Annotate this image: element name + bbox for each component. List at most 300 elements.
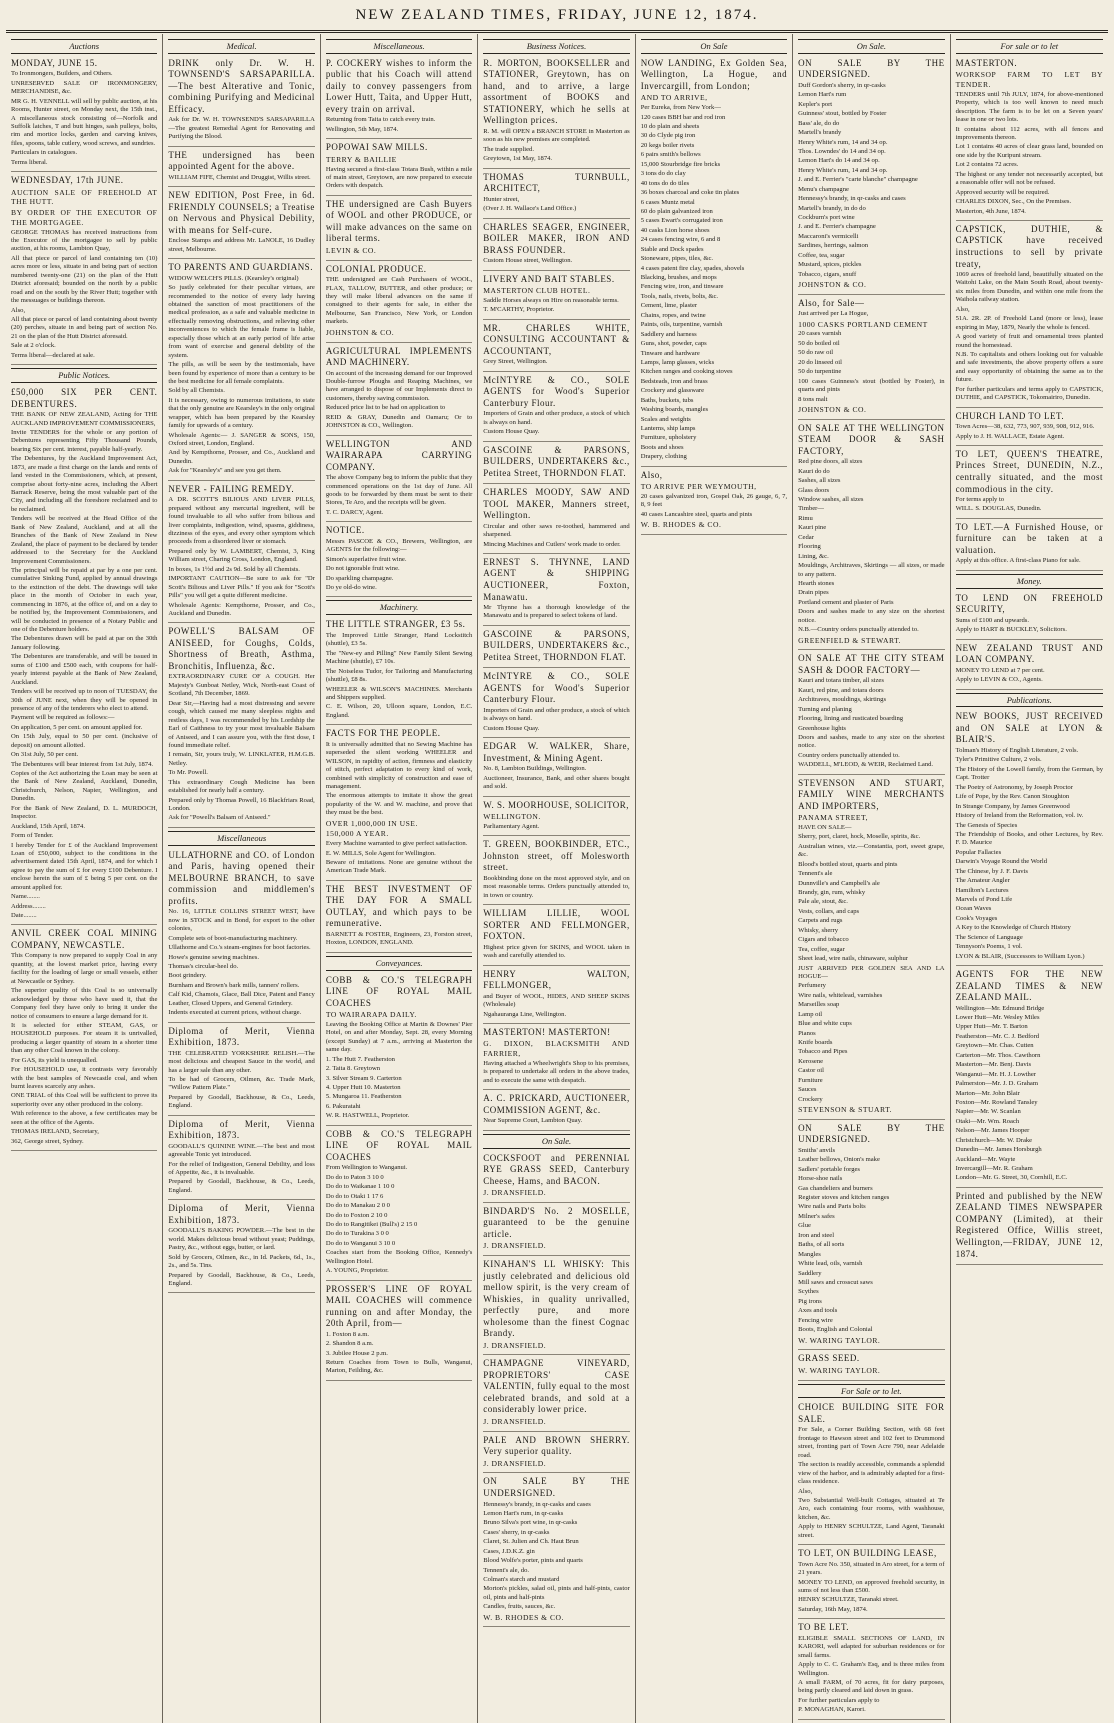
advertisement: [483, 839, 629, 905]
ad-line: Prepared only by W. LAMBERT, Chemist, 3, King William street, Charing Cross, London, England.: [168, 547, 315, 564]
ad-line: 40 tons do do tiles: [640, 179, 690, 187]
ad-line: OVER 1,000,000 IN USE.: [325, 818, 418, 828]
ad-line: 40 cases Lancashire steel, quarts and pints: [640, 510, 753, 518]
ad-line: Sashes, all sizes: [798, 477, 841, 485]
ad-line: Custom House street, Wellington.: [483, 257, 573, 265]
columns-grid: [6, 34, 1108, 1714]
ad-line: The Science of Language: [955, 933, 1023, 941]
section-heading: For Sale or to let.: [798, 1384, 944, 1399]
ad-line: Upper Hutt—Mr. T. Barton: [955, 1023, 1028, 1031]
ad-line: 20 cases varnish: [798, 330, 842, 338]
ad-line: 1000 CASKS PORTLAND CEMENT: [798, 319, 928, 329]
column-5: [636, 34, 793, 1723]
ad-heading: KINAHAN'S LL WHISKY: This justly celebrated and delicious old mellow spirit, is the very cream of Whiskies, in quality unrivalled, perfectly pure, and more wholesome than the finest Cognac Brandy.: [483, 1259, 630, 1339]
ad-line: 51A. 2R. 2P. of Freehold Land (more or less), lease expiring in May, 1879, Nearly the whole is fenced.: [955, 315, 1103, 331]
ad-line: Furniture: [798, 1076, 823, 1084]
ad-line: 362, George street, Sydney.: [11, 1137, 84, 1145]
advertisement: [168, 150, 314, 187]
ad-line: The pills, as will be seen by the testimonials, have been found by experience of more than a century to be the best medicine for all female complaints.: [168, 361, 315, 385]
ad-heading: R. MORTON, BOOKSELLER and STATIONER, Greytown, has on hand, and to arrive, a large assortment of BOOKS and STATIONERY, which he sells at Wellington prices.: [483, 57, 630, 126]
ad-line: BARNETT & FOSTER, Engineers, 23, Forston street, Hoxton, LONDON, ENGLAND.: [325, 930, 473, 947]
ad-line: Terms liberal.: [11, 158, 48, 166]
ad-line: For further particulars and terms apply to CAPSTICK, DUTHIE, and CAPSTICK, Tokomairiro, Dunedin.: [955, 385, 1103, 402]
ad-line: The Amateur Angler: [955, 877, 1010, 885]
ad-line: Reduced price list to be had on application to: [325, 404, 446, 412]
ad-line: Palmerston—Mr. J. D. Graham: [955, 1080, 1038, 1088]
ad-heading: ON SALE AT THE WELLINGTON STEAM DOOR & SASH FACTORY,: [798, 422, 945, 456]
ad-line: For HOUSEHOLD use, it contrasts very favorably with the best samples of Newcastle coal, and when burnt leaves scarcely any ashes.: [11, 1066, 158, 1091]
advertisement: [798, 653, 944, 774]
ad-line: Window sashes, all sizes: [798, 496, 864, 503]
ad-line: WILL. S. DOUGLAS, Dunedin.: [955, 505, 1042, 513]
ad-line: Guinness' stout, bottled by Foster: [798, 110, 887, 118]
ad-heading: WELLINGTON AND WAIRARAPA CARRYING COMPANY.: [325, 438, 473, 472]
ad-line: Simon's superlative fruit wine.: [325, 555, 407, 563]
ad-line: No. 16, LITTLE COLLINS STREET WEST, have now in STOCK and in Bond, for export to the other colonies,: [168, 908, 315, 933]
ad-line: ELIGIBLE SMALL SECTIONS OF LAND, IN KARORI, well adapted for suburban residences or for small farms.: [798, 1634, 945, 1659]
ad-line: Cedar: [798, 533, 814, 541]
ad-heading: PALE AND BROWN SHERRY. Very superior quality.: [483, 1434, 630, 1457]
ad-line: E. W. MILLS, Sole Agent for Wellington.: [325, 849, 436, 857]
ad-line: 8 tons malt: [798, 395, 828, 403]
ad-line: Importers of Grain and other produce, a stock of which is always on hand.: [483, 707, 630, 723]
ad-line: Flooring, lining and rusticated boarding: [798, 715, 904, 723]
ad-line: Auckland, 15th April, 1874.: [11, 822, 85, 830]
ad-heading: FACTS FOR THE PEOPLE.: [325, 728, 441, 739]
ad-line: Sold by Grocers, Oilmen, &c., in Id. Packets, 6d., 1s., 2s., and 5s. Tins.: [168, 1253, 315, 1270]
ad-line: Featherston—Mr. C. J. Bedford: [955, 1032, 1040, 1040]
ad-line: Lemon Hart's rum: [798, 91, 847, 99]
ad-line: The Chinese, by J. F. Davis: [955, 867, 1028, 875]
ad-heading: NEW BOOKS, JUST RECEIVED and ON SALE at LYON & BLAIR'S.: [955, 711, 1103, 745]
ad-line: Indents executed at current prices, without charge.: [168, 1009, 302, 1017]
ad-line: For the relief of Indigestion, General Debility, and loss of Appetite, &c., it is invaluable.: [168, 1160, 315, 1177]
ad-line: Mouldings, Architraves, Skirtings — all sizes, or made to any pattern.: [798, 562, 945, 578]
ad-line: Glue: [798, 1222, 811, 1230]
ad-heading: EDGAR W. WALKER, Share, Investment, & Mining Agent.: [483, 741, 630, 763]
ad-heading: T. GREEN, BOOKBINDER, ETC., Johnston street, off Molesworth street.: [483, 839, 630, 873]
ad-heading: THE undersigned are Cash Buyers of WOOL and other PRODUCE, or will make advances on the same on liberal terms.: [325, 198, 473, 244]
advertisement: [483, 1027, 629, 1090]
ad-line: Name........: [11, 893, 40, 901]
ad-heading: NEW EDITION, Post Free, in 6d. FRIENDLY COUNSELS; a Treatise on Nervous and Physical Debility, with means for Self-cure.: [168, 190, 315, 235]
ad-line: Having attached a Wheelwright's Shop to his premises, is prepared to undertake all orders in the above trades, and to execute the same with despatch.: [483, 1059, 630, 1084]
column-2: [163, 34, 320, 1723]
column-3: [321, 34, 478, 1723]
masthead-rule-lower: [6, 32, 1108, 33]
ad-line: Lemon Hart's do 14 and 34 op.: [798, 157, 880, 165]
ad-line: Darwin's Voyage Round the World: [955, 858, 1048, 866]
ad-line: From Wellington to Wanganui.: [325, 1164, 408, 1172]
ad-line: Portland cement and plaster of Paris: [798, 598, 894, 606]
ad-heading: WILLIAM LILLIE, WOOL SORTER AND FELLMONGER, FOXTON.: [483, 908, 630, 942]
ad-heading: ON SALE AT THE CITY STEAM SASH & DOOR FACTORY—: [798, 653, 945, 675]
ad-line: Cement, lime, plaster: [640, 302, 698, 310]
ad-line: Cigars and tobacco: [798, 936, 849, 944]
advertisement: [483, 969, 629, 1024]
ad-heading: GRASS SEED.: [798, 1353, 860, 1364]
ad-line: EXTRAORDINARY CURE OF A COUGH. Her Majesty's Gunboat Netley, Wick, North-east Coast of Scotland, 7th December, 1869.: [168, 673, 315, 698]
ad-line: Lower Hutt—Mr. Wesley Miles: [955, 1014, 1040, 1022]
ad-line: Gas chandeliers and burners: [798, 1184, 873, 1192]
section-heading: Medical.: [168, 39, 314, 54]
ad-line: 36 boxes charcoal and coke tin plates: [640, 189, 740, 197]
advertisement: [483, 741, 629, 796]
ad-heading: CHOICE BUILDING SITE FOR SALE.: [798, 1402, 945, 1424]
ad-line: Pianos: [798, 1029, 816, 1037]
advertisement: [326, 525, 472, 597]
ad-line: Sheet lead, wire nails, chinaware, sulphur: [798, 955, 908, 963]
ad-line: Pale ale, stout, &c.: [798, 898, 848, 906]
advertisement: [956, 411, 1103, 446]
ad-line: Tennent's ale, do.: [483, 1566, 530, 1574]
ad-line: Kauri do do: [798, 467, 830, 475]
ad-line: Stable and Dock spades: [640, 245, 704, 253]
ad-line: Ullathorne and Co.'s steam-engines for boot factories.: [168, 944, 311, 952]
ad-heading: PROSSER'S LINE OF ROYAL MAIL COACHES will commence running on and after Monday, the 20th April, from—: [325, 1283, 473, 1329]
ad-line: Hennessy's brandy, in qr-casks and cases: [483, 1500, 591, 1508]
masthead-title: NEW ZEALAND TIMES, FRIDAY, JUNE 12, 1874.: [355, 6, 759, 23]
ad-line: Do do to Foxton 2 10 0: [325, 1211, 388, 1219]
ad-line: It is universally admitted that no Sewing Machine has superseded the silent working WHEELER and WILSON, in rapidity of action, firmness and elasticity of stitch, perfect adaptation to every kind of work, combined with simplicity of construction and ease of management.: [325, 740, 473, 790]
ad-line: To be had of Grocers, Oilmen, &c. Trade Mark, "Willow Pattern Plate.": [168, 1075, 315, 1092]
ad-line: HENRY SCHULTZE, Taranaki street.: [798, 1596, 899, 1604]
ad-line: Mill saws and crosscut saws: [798, 1278, 873, 1286]
ad-line: Popular Fallacies: [955, 848, 1002, 856]
ad-line: The principal will be repaid at par by a one per cent. cumulative Sinking Fund, applied by annual drawings to the extinction of the debt. The drawings will take place in the month of October in each year, commencing in 1876, at the office of, and on a day to be notified by, the Improvement Commissioners, and will be conducted in presence of a Notary Public and one of the Debenture holders.: [11, 566, 158, 633]
ad-line: Blood's bottled stout, quarts and pints: [798, 860, 898, 868]
ad-line: JOHNSTON & CO.: [798, 404, 867, 414]
advertisement: [168, 1119, 314, 1201]
ad-line: Guns, shot, powder, caps: [640, 340, 707, 348]
ad-heading: POPOWAI SAW MILLS.: [325, 142, 428, 153]
ad-line: 4 cases patent fire clay, spades, shovels: [640, 264, 745, 272]
advertisement: [483, 671, 629, 738]
ad-line: 3. Jubilee House 2 p.m.: [325, 1349, 388, 1357]
ad-line: For Sale, a Corner Building Section, with 68 feet frontage to Hawson street and 102 feet to Drummond street, fronting part of Town Acre 790, near Adelaide road.: [798, 1426, 945, 1459]
ad-line: Saddlery: [798, 1269, 822, 1277]
ad-line: On 15th July, equal to 50 per cent. (inclusive of deposit) on amount allotted.: [11, 733, 158, 749]
advertisement: [483, 908, 629, 965]
ad-line: Auctioneer, Insurance, Bank, and other shares bought and sold.: [483, 774, 630, 791]
ad-line: THE undersigned are Cash Purchasers of WOOL, FLAX, TALLOW, BUTTER, and other produce; or they will make liberal advances on the same if consigned to their agents for sale, in either the Melbourne, San Francisco, New York, or London markets.: [325, 276, 473, 326]
advertisement: [483, 557, 629, 626]
ad-line: Grey Street, Wellington.: [483, 358, 548, 366]
ad-line: 10 do plain and sheets: [640, 123, 700, 131]
advertisement: [11, 928, 157, 1151]
ad-line: 20 kegs boiler rivets: [640, 141, 695, 149]
advertisement: [483, 1206, 629, 1256]
ad-heading: CHURCH LAND TO LET.: [955, 410, 1065, 421]
ad-line: Drapery, clothing: [640, 453, 687, 461]
ad-line: TO WAIRARAPA DAILY.: [325, 1010, 417, 1020]
ad-line: Thos. Lowndes' do 14 and 34 op.: [798, 147, 886, 155]
ad-line: ONE TRIAL of this Coal will be sufficient to prove its superiority over any other produced in the colony.: [11, 1092, 158, 1108]
ad-line: Parliamentary Agent.: [483, 822, 540, 830]
ad-line: 4. Upper Hutt 10. Masterton: [325, 1084, 401, 1092]
ad-line: Fencing wire: [798, 1316, 833, 1324]
ad-heading: Also,: [640, 469, 663, 480]
ad-line: And by Kempthorne, Prosser, and Co., Auckland and Dunedin.: [168, 449, 315, 465]
ad-line: Enclose Stamps and address Mr. LaNOLE, 16 Dudley street, Melbourne.: [168, 237, 315, 253]
ad-line: Every Machine warranted to give perfect satisfaction.: [325, 840, 468, 848]
ad-line: Country orders punctually attended to.: [798, 751, 900, 759]
advertisement: [326, 884, 472, 953]
ad-heading: LIVERY AND BAIT STABLES.: [483, 273, 615, 284]
advertisement: [11, 175, 157, 365]
ad-line: Horse-shoe nails: [798, 1175, 843, 1183]
ad-line: Lamp oil: [798, 1010, 823, 1018]
ad-line: Crockery: [798, 1095, 823, 1103]
section-heading: Miscellaneous.: [326, 39, 472, 54]
ad-line: Masterton, 4th June, 1874.: [955, 207, 1026, 215]
ad-line: History of Ireland from the Reformation, vol. iv.: [955, 812, 1084, 820]
ad-line: Sauces: [798, 1086, 817, 1094]
ad-heading: Printed and published by the NEW ZEALAND TIMES NEWSPAPER COMPANY (Limited), at their Registered Office, Willis street, Wellington,—FRIDAY, JUNE 12, 1874.: [955, 1190, 1103, 1259]
ad-line: Apply to LEVIN & CO., Agents.: [955, 676, 1043, 684]
ad-line: 6 pairs smith's bellows: [640, 151, 701, 159]
ad-line: Messrs PASCOE & CO., Brewers, Wellington, are AGENTS for the following:—: [325, 537, 473, 554]
advertisement: [326, 619, 472, 725]
advertisement: [168, 190, 314, 259]
ad-line: Wire nails and Paris bolts: [798, 1203, 866, 1211]
advertisement: [326, 439, 472, 523]
section-heading: Public Notices.: [11, 368, 157, 383]
ad-line: Henry White's rum, 14 and 34 op.: [798, 166, 888, 174]
ad-line: Sadlers' portable forges: [798, 1165, 860, 1173]
ad-line: Hamilton's Lectures: [955, 886, 1009, 894]
ad-line: Tinware and hardware: [640, 349, 700, 357]
ad-line: Wholesale Agents:— J. SANGER & SONS, 150, Oxford street, London, England.: [168, 431, 315, 447]
advertisement: [798, 423, 944, 651]
ad-line: Masterton—Mr. Benj. Davis: [955, 1061, 1032, 1069]
ad-line: J. DRANSFIELD.: [483, 1188, 547, 1198]
ad-heading: GASCOINE & PARSONS, BUILDERS, UNDERTAKERS &c., Petitea Street, THORNDON FLAT.: [483, 444, 630, 478]
advertisement: [956, 1191, 1103, 1265]
ad-line: Apply to C. C. Graham's Esq, and is three miles from Wellington.: [798, 1661, 945, 1677]
ad-line: STEVENSON & STUART.: [798, 1105, 893, 1115]
ad-line: J. DRANSFIELD.: [483, 1417, 547, 1426]
ad-line: MONEY TO LEND at 7 per cent.: [955, 666, 1045, 674]
ad-line: Martell's brandy, in do do: [798, 204, 866, 212]
ad-line: Glass doors: [798, 486, 830, 494]
ad-line: Do ye old-do wine.: [325, 584, 377, 592]
ad-line: 24 cases fencing wire, 6 and 8: [640, 236, 721, 244]
ad-line: JUST ARRIVED PER GOLDEN SEA AND LA HOGUE—: [798, 964, 945, 980]
ad-line: Howe's genuine sewing machines.: [168, 953, 259, 961]
advertisement: [798, 58, 944, 295]
advertisement: [798, 1622, 944, 1719]
ad-line: Tobacco, cigars, snuff: [798, 270, 857, 278]
ad-line: On account of the increasing demand for our Improved Double-furrow Ploughs and Reaping Machines, we have arranged to dispose of our Implements direct to customers, thereby saving commission.: [325, 369, 473, 402]
ad-line: 150,000 A YEAR.: [325, 829, 389, 839]
ad-line: Form of Tender.: [11, 832, 54, 840]
ad-line: Mangles: [798, 1250, 821, 1258]
ad-line: No. 8, Lambton Buildings, Wellington.: [483, 765, 587, 773]
section-heading: Machinery.: [326, 600, 472, 615]
ad-line: 2. Taita 8. Greytown: [325, 1065, 381, 1073]
ad-heading: ULLATHORNE and CO. of London and Paris, having opened their MELBOURNE BRANCH, to save commission and middlemen's profits.: [168, 849, 315, 906]
ad-line: AUCTION SALE OF FREEHOLD AT THE HUTT.: [11, 187, 158, 207]
ad-line: Invite TENDERS for the whole or any portion of Debentures representing Fifty Thousand Pounds, bearing Six per cent. interest, payable half-yearly.: [11, 428, 158, 453]
ad-line: All that piece or parcel of land containing about twenty (20) perches, situate in and being part of section No. 21 on the plan of the Hutt District aforesaid.: [11, 315, 158, 340]
ad-heading: DRINK only Dr. W. H. TOWNSEND'S SARSAPARILLA.—The best Alterative and Tonic, combining Purifying and Medicinal Efficacy.: [168, 57, 315, 114]
ad-heading: MASTERTON! MASTERTON!: [483, 1026, 611, 1037]
ad-line: Approved security will be required.: [955, 188, 1050, 196]
ad-line: It is selected for either STEAM, GAS, or HOUSEHOLD purposes. For steam it is unrivalled, producing a larger quantity of steam in a shorter time than any other Coal known in the colony.: [11, 1021, 158, 1055]
advertisement: [483, 1358, 629, 1431]
ad-heading: AGRICULTURAL IMPLEMENTS AND MACHINERY.: [325, 345, 473, 368]
ad-line: 1069 acres of freehold land, beautifully situated on the Waitohi Lake, on the Main South Road, about twenty-six miles from Dunedin, and within one mile from the Waihola railway station.: [955, 271, 1103, 304]
ad-line: Highest price given for SKINS, and WOOL taken in wash and carefully attended to.: [483, 943, 630, 960]
ad-line: The enormous attempts to imitate it show the great popularity of the W. and W. machine, and prove that they must be the best.: [325, 792, 473, 817]
ad-line: Carterton—Mr. Thos. Cawthorn: [955, 1051, 1041, 1059]
ad-line: The History of the Lowell family, from the German, by Capt. Trotter: [955, 765, 1103, 782]
advertisement: [483, 1153, 629, 1203]
masthead: [0, 0, 1114, 30]
ad-line: Invercargill—Mr. R. Graham: [955, 1165, 1033, 1173]
ad-heading: THOMAS TURNBULL, ARCHITECT,: [483, 171, 630, 194]
ad-line: 30 do Clyde pig iron: [640, 132, 696, 140]
ad-heading: CHARLES MOODY, SAW AND TOOL MAKER, Manners street, Wellington.: [483, 487, 630, 521]
section-heading: On Sale.: [798, 39, 944, 54]
ad-line: So justly celebrated for their peculiar virtues, are recommended to the notice of every lady having obtained the sanction of most practitioners of the medical profession, as a safe and valuable medicine in effectually removing obstructions, and relieving other inconveniences to which the female frame is liable, especially those which at an early period of life arise from want of exercise and general debility of the system.: [168, 284, 315, 359]
ad-heading: POWELL'S BALSAM OF ANISEED, for Coughs, Colds, Shortness of Breath, Asthma, Bronchitis, Influenza, &c.: [168, 626, 315, 671]
ad-heading: THE BEST INVESTMENT OF THE DAY FOR A SMALL OUTLAY, and which pays to be remunerative.: [325, 883, 473, 929]
ad-heading: TO LET, QUEEN'S THEATRE, Princes Street, DUNEDIN, N.Z., centrally situated, and the most commodious in the city.: [955, 448, 1103, 494]
ad-heading: ON SALE BY THE UNDERSIGNED.: [798, 1122, 945, 1145]
ad-line: Prepared by Goodall, Backhouse, & Co., Leeds, England.: [168, 1178, 315, 1194]
ad-line: Tolman's History of English Literature, 2 vols.: [955, 747, 1079, 754]
ad-line: Apply to HART & BUCKLEY, Solicitors.: [955, 626, 1067, 634]
ad-line: Ask for "Powell's Balsam of Aniseed.": [168, 814, 271, 822]
ad-line: Castor oil: [798, 1067, 824, 1075]
ad-line: Christchurch—Mr. W. Drake: [955, 1136, 1033, 1144]
ad-line: Saturday, 16th May, 1874.: [798, 1605, 868, 1613]
section-heading: For sale or to let: [956, 39, 1103, 54]
ad-line: Mr Thynne has a thorough knowledge of the Manawatu and is prepared to select tokens of land.: [483, 604, 630, 620]
ad-line: REID & GRAY, Dunedin and Oamaru; Or to JOHNSTON & CO., Wellington.: [325, 413, 473, 430]
ad-line: Wellington, 5th May, 1874.: [325, 125, 399, 133]
ad-line: Blood Wolfe's porter, pints and quarts: [483, 1557, 583, 1565]
ad-line: THOMAS IRELAND, Secretary,: [11, 1128, 99, 1136]
ad-heading: Diploma of Merit, Vienna Exhibition, 1873.: [168, 1118, 315, 1141]
advertisement: [483, 222, 629, 271]
ad-line: Saddlery and harness: [640, 330, 697, 338]
ad-line: Duff Gordon's sherry, in qr-casks: [798, 81, 886, 89]
ad-line: Lining, &c.: [798, 552, 829, 560]
ad-line: Lemon Hart's rum, in qr-casks: [483, 1509, 564, 1517]
ad-line: Per Eureka, from New York—: [640, 104, 721, 112]
ad-line: Beware of imitations. None are genuine without the American Trade Mark.: [325, 859, 473, 875]
ad-line: A small FARM, of 70 acres, fit for dairy purposes, being partly cleared and laid down in grass.: [798, 1678, 945, 1695]
section-heading: Business Notices.: [483, 39, 629, 54]
ad-line: 3. Silver Stream 9. Carterton: [325, 1074, 402, 1082]
ad-heading: ON SALE BY THE UNDERSIGNED.: [483, 1476, 630, 1498]
advertisement: [956, 593, 1103, 640]
ad-line: 100 cases Guinness's stout (bottled by Foster), in quarts and pints: [798, 377, 945, 394]
ad-line: Marvels of Pond Life: [955, 896, 1013, 903]
ad-line: Carpets and rugs: [798, 917, 843, 925]
ad-line: Hunter street,: [483, 195, 520, 203]
ad-line: Greytown—Mr. Chas. Cutten: [955, 1042, 1034, 1050]
ad-line: In boxes, 1s 1½d and 2s 9d. Sold by all Chemists.: [168, 565, 300, 573]
ad-line: Australian wines, viz.—Constantia, port, sweet grape, &c.: [798, 842, 945, 859]
ad-line: For further particulars apply to: [798, 1696, 880, 1704]
advertisement: [956, 711, 1103, 966]
ad-line: Particulars in catalogues.: [11, 149, 78, 157]
ad-line: J. and E. Ferrier's "carte blanche" champagne: [798, 176, 918, 184]
column-4: [478, 34, 635, 1723]
ad-line: A Key to the Knowledge of Church History: [955, 924, 1071, 932]
ad-line: Scythes: [798, 1288, 819, 1296]
advertisement: [326, 1284, 472, 1381]
ad-line: GOODALL'S QUININE WINE.—The best and most agreeable Tonic yet introduced.: [168, 1142, 315, 1159]
ad-line: Do do to Turakina 3 0 0: [325, 1230, 389, 1238]
advertisement: [956, 449, 1103, 519]
ad-heading: ERNEST S. THYNNE, LAND AGENT & SHIPPING AUCTIONEER, Foxton, Manawatu.: [483, 556, 630, 602]
ad-line: Apply at this office. A first-class Piano for sale.: [955, 557, 1081, 565]
advertisement: [483, 800, 629, 837]
ad-line: Kauri pine: [798, 524, 827, 532]
ad-heading: COLONIAL PRODUCE.: [325, 263, 427, 274]
ad-line: Tenders will be received at the Head Office of the Bank of New Zealand, Auckland, and at all the Branches of the Bank of New Zealand in New Zealand, the place of payment to be declared by tender addressed to the Secretary for the Auckland Improvement Commissioners.: [11, 515, 158, 565]
ad-line: Chains, ropes, and twine: [640, 311, 706, 319]
advertisement: [483, 487, 629, 554]
ad-heading: Also, for Sale—: [798, 297, 865, 308]
ad-line: T. C. DARCY, Agent.: [325, 508, 384, 516]
ad-heading: GASCOINE & PARSONS, BUILDERS, UNDERTAKERS &c., Petitea Street, THORNDON FLAT.: [483, 628, 630, 662]
advertisement: [11, 58, 157, 172]
section-heading: Miscellaneous: [168, 831, 314, 846]
ad-line: Tenders will be received up to noon of TUESDAY, the 30th of JUNE next, when they will be opened in presence of any of the tenderers who elect to attend.: [11, 688, 158, 712]
ad-line: and Buyer of WOOL, HIDES, AND SHEEP SKINS (Wholesale): [483, 992, 630, 1009]
ad-line: Custom House Quay.: [483, 428, 540, 436]
column-7: [951, 34, 1108, 1723]
ad-line: Stoneware, pipes, tiles, &c.: [640, 255, 714, 263]
ad-line: Paints, oils, turpentine, varnish: [640, 321, 723, 329]
ad-line: GOODALL'S BAKING POWDER.—The best in the world. Makes delicious bread without yeast; Puddings, Pastry, &c., without eggs, butter, or lard.: [168, 1227, 315, 1252]
ad-line: 5 cases Ewart's corrugated iron: [640, 217, 723, 225]
ad-line: Do do to Wanganui 3 10 0: [325, 1239, 396, 1247]
ad-heading: £50,000 SIX PER CENT. DEBENTURES.: [11, 387, 158, 409]
ad-line: Calf Kid, Chamois, Glace, Ball Dice, Patent and Fancy Leather, Closed Uppers, and General Grindery.: [168, 991, 315, 1007]
advertisement: [326, 142, 472, 196]
ad-line: Lot 1 contains 40 acres of clear grass land, bounded on one side by the Kuripuni stream.: [955, 143, 1103, 159]
ad-line: Hennessy's brandy, in qr-casks and cases: [798, 195, 906, 203]
ad-line: Wholesale Agents: Kempthorne, Prosser, and Co., Auckland and Dunedin.: [168, 601, 315, 617]
ad-line: Doors and sashes made to any size on the shortest notice.: [798, 608, 945, 624]
ad-line: A. YOUNG, Proprietor.: [325, 1267, 389, 1275]
ad-line: Henry White's rum, 14 and 34 op.: [798, 138, 888, 146]
ad-line: Cases' sherry, in qr-casks: [483, 1528, 550, 1536]
ad-line: The Debentures drawn will be paid at par on the 30th January following.: [11, 635, 158, 651]
ad-line: Lot 2 contains 72 acres.: [955, 161, 1019, 169]
ad-line: Life of Pope, by the Rev. Canon Stoughton: [955, 793, 1070, 801]
advertisement: [168, 850, 314, 1023]
ad-heading: HENRY WALTON, FELLMONGER,: [483, 968, 630, 991]
advertisement: [798, 1548, 944, 1619]
ad-line: J. DRANSFIELD.: [483, 1340, 547, 1350]
ad-line: 6 cases Muntz metal: [640, 198, 695, 206]
ad-line: Importers of Grain and other produce, a stock of which is always on hand.: [483, 410, 630, 426]
ad-line: Doors and sashes, made to any size on the shortest notice.: [798, 733, 945, 750]
ad-line: Just arrived per La Hogue,: [798, 310, 869, 318]
ad-line: Kerosene: [798, 1057, 824, 1065]
advertisement: [326, 199, 472, 261]
ad-line: 15,000 Stourbridge fire bricks: [640, 160, 721, 168]
ad-heading: THE LITTLE STRANGER, £3 5s.: [325, 619, 466, 630]
